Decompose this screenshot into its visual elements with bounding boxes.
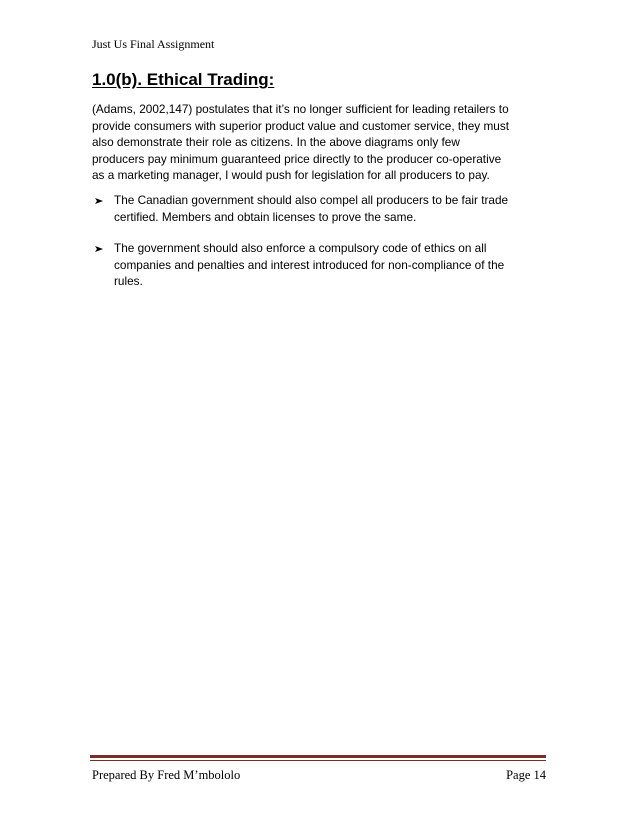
list-item-line: certified. Members and obtain licenses to prove the same. bbox=[114, 209, 417, 224]
section-heading: 1.0(b). Ethical Trading: bbox=[92, 70, 275, 89]
bullet-arrow-icon bbox=[95, 197, 103, 205]
list-item-line: rules. bbox=[114, 274, 143, 289]
footer-author: Prepared By Fred M’mbololo bbox=[92, 768, 241, 782]
paragraph-line: (Adams, 2002,147) postulates that it’s no longer sufficient for leading retailers to bbox=[92, 102, 509, 116]
bullet-list bbox=[92, 192, 552, 305]
body-paragraph bbox=[92, 101, 552, 184]
paragraph-line: provide consumers with superior product value and customer service, they must bbox=[92, 118, 510, 133]
list-item-line: The government should also enforce a compulsory code of ethics on all bbox=[114, 241, 487, 256]
list-item bbox=[92, 192, 552, 225]
paragraph-line: producers pay minimum guaranteed price directly to the producer co-operative bbox=[92, 151, 502, 166]
list-item bbox=[92, 240, 552, 290]
list-item-line: companies and penalties and interest introduced for non-compliance of the bbox=[114, 257, 505, 272]
list-item-line: The Canadian government should also compel all producers to be fair trade bbox=[114, 193, 509, 207]
footer-page-number: Page 14 bbox=[506, 768, 546, 782]
footer-divider-thin bbox=[90, 760, 546, 761]
footer-divider-thick bbox=[90, 755, 546, 758]
paragraph-line: also demonstrate their role as citizens. In the above diagrams only few bbox=[92, 135, 460, 150]
paragraph-line: as a marketing manager, I would push for legislation for all producers to pay. bbox=[92, 168, 490, 183]
running-header-title: Just Us Final Assignment bbox=[92, 37, 215, 51]
bullet-arrow-icon bbox=[95, 245, 103, 253]
